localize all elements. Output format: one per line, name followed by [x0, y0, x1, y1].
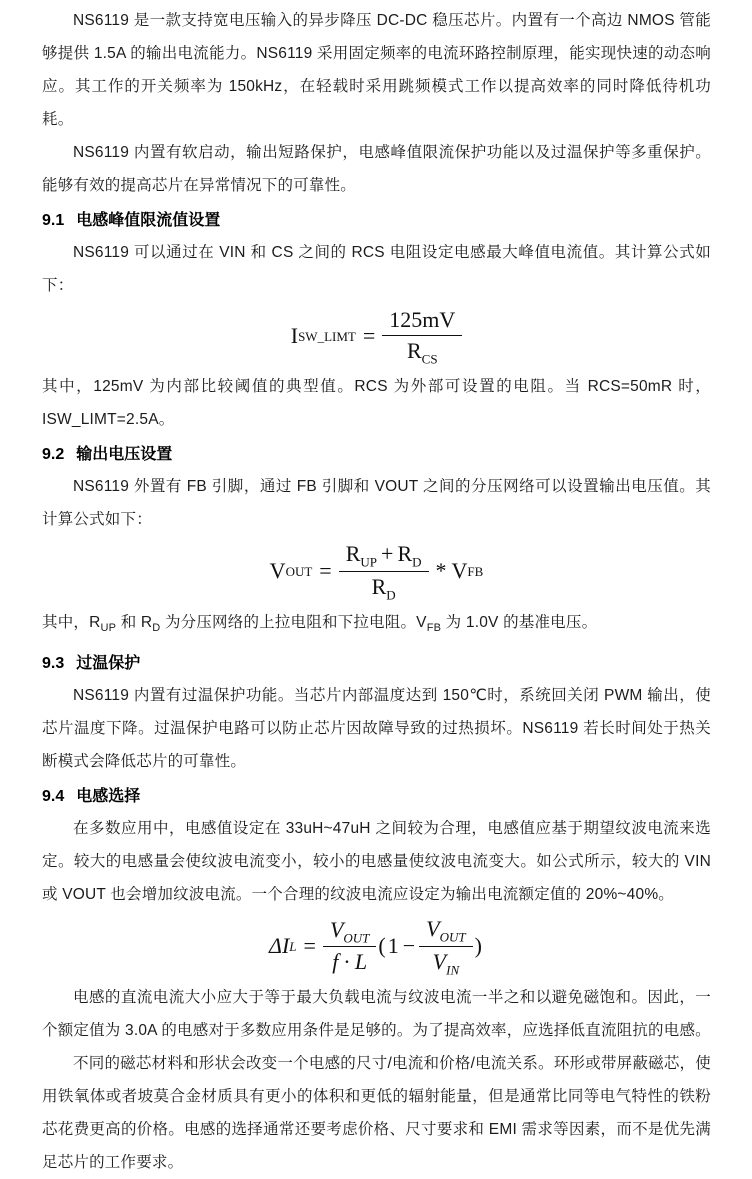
section-title: 输出电压设置: [76, 446, 173, 464]
section-9-4-body-2: 电感的直流电流大小应大于等于最大负载电流与纹波电流一半之和以避免磁饱和。因此，一个额定值为 3.0A 的电感对于多数应用条件是足够的。为了提高效率，应选择低直流阻抗的电感。: [42, 989, 711, 1040]
section-9-2-heading: [42, 443, 711, 467]
lhs-subscript: L: [289, 938, 297, 954]
lhs-subscript: OUT: [285, 563, 313, 579]
fraction: [382, 307, 462, 365]
rhs-subscript: FB: [467, 563, 484, 579]
section-number: 9.3: [42, 655, 65, 673]
section-number: 9.2: [42, 446, 65, 464]
section-9-1-note: 其中，125mV 为内部比较阈值的典型值。RCS 为外部可设置的电阻。当 RCS=50mR 时，ISW_LIMT=2.5A。: [42, 378, 711, 429]
formula-vout: [42, 541, 711, 601]
rhs-symbol: V: [451, 558, 468, 584]
formula-lhs: [291, 323, 356, 349]
lhs-symbol: V: [269, 558, 286, 584]
numerator: [323, 917, 376, 947]
num-subscript-1: UP: [360, 554, 378, 570]
denominator: [372, 572, 396, 601]
den-subscript: CS: [421, 351, 438, 367]
formula-lhs: [270, 558, 313, 584]
denominator: [433, 947, 459, 976]
close-paren: ): [474, 933, 482, 959]
formula-lhs: [269, 933, 296, 959]
lhs-symbol: I: [290, 323, 299, 349]
fraction-2: [419, 916, 472, 976]
minus-sign: −: [402, 933, 416, 959]
num-subscript-2: D: [412, 554, 422, 570]
section-number: 9.1: [42, 212, 65, 229]
section-9-3-body: NS6119 内置有过温保护功能。当芯片内部温度达到 150℃时，系统回关闭 PWM 输出，使芯片温度下降。过温保护电路可以防止芯片因故障导致的过热损坏。NS6119 若长时间处于热关断模式会降低芯片的可靠性。: [42, 687, 711, 771]
section-9-1-heading: [42, 209, 711, 233]
num-symbol-1: R: [345, 541, 361, 567]
section-9-1-lead: NS6119 可以通过在 VIN 和 CS 之间的 RCS 电阻设定电感最大峰值电流值。其计算公式如下：: [42, 244, 711, 294]
section-9-4-body-3: 不同的磁芯材料和形状会改变一个电感的尺寸/电流和价格/电流关系。环形或带屏蔽磁芯，使用铁氧体或者坡莫合金材质具有更小的体积和更低的辐射能量，但是通常比同等电气特性的铁粉芯花费更高的价格。电感的选择通常还要考虑价格、尺寸要求和 EMI 需求等因素，而不是优先满足芯片的工作要求。: [42, 1055, 711, 1172]
denominator: [407, 336, 438, 365]
equals-sign: =: [319, 558, 332, 584]
multiply-sign: *: [435, 558, 447, 584]
den-symbol: R: [371, 573, 387, 599]
intro-paragraph-1: NS6119 是一款支持宽电压输入的异步降压 DC-DC 稳压芯片。内置有一个高边 NMOS 管能够提供 1.5A 的输出电流能力。NS6119 采用固定频率的电流环路控制原理，能实现快速的动态响应。其工作的开关频率为 150kHz，在轻载时采用跳频模式工作以提高效率的同时降低待机功耗。: [42, 12, 711, 128]
section-9-3-heading: [42, 652, 711, 676]
intro-paragraph-2: NS6119 内置有软启动，输出短路保护，电感峰值限流保护功能以及过温保护等多重保护。能够有效的提高芯片在异常情况下的可靠性。: [42, 144, 711, 194]
delta-i: ΔI: [269, 933, 290, 959]
formula-rhs: [452, 558, 484, 584]
numerator: 125mV: [382, 307, 462, 336]
plus-sign: +: [381, 541, 394, 567]
equals-sign: =: [303, 933, 316, 959]
num-subscript: OUT: [343, 930, 370, 946]
den-symbol: V: [432, 948, 447, 974]
lhs-subscript: SW_LIMT: [298, 328, 356, 344]
section-9-2-lead: NS6119 外置有 FB 引脚，通过 FB 引脚和 VOUT 之间的分压网络可以设置输出电压值。其计算公式如下：: [42, 478, 711, 529]
num-symbol: V: [329, 916, 344, 942]
section-9-2-note: 其中，$R_{UP}$ 和 $R_D$ 为分压网络的上拉电阻和下拉电阻。$V_{FB}$ 为 1.0V 的基准电压。: [42, 614, 598, 635]
section-title: 电感选择: [76, 788, 141, 806]
den-subscript: IN: [446, 962, 460, 978]
open-paren: (: [378, 933, 386, 959]
fraction-1: [323, 917, 376, 975]
den-subscript: D: [386, 587, 396, 603]
formula-ripple-current: [42, 916, 711, 976]
equals-sign: =: [362, 323, 376, 349]
section-title: 过温保护: [76, 655, 141, 673]
numerator: [339, 541, 429, 571]
num-symbol-2: R: [397, 541, 413, 567]
denominator: f · L: [332, 949, 368, 975]
numerator: [419, 916, 472, 946]
den-symbol: R: [406, 338, 422, 363]
lhs-symbol: [269, 933, 289, 959]
fraction: [339, 541, 429, 601]
constant-one: 1: [387, 933, 399, 959]
section-title: 电感峰值限流值设置: [76, 212, 221, 229]
num-symbol: V: [426, 916, 440, 942]
section-9-4-body-1: 在多数应用中，电感值设定在 33uH~47uH 之间较为合理，电感值应基于期望纹波电流来选定。较大的电感量会使纹波电流变小，较小的电感量使纹波电流变大。如公式所示，较大的 VIN 或 VOUT 也会增加纹波电流。一个合理的纹波电流应设定为输出电流额定值的 20%~40%。: [42, 820, 711, 904]
section-number: 9.4: [42, 788, 65, 806]
num-subscript: OUT: [439, 929, 466, 945]
formula-isw-limit: [42, 307, 711, 365]
section-9-4-heading: [42, 785, 711, 809]
